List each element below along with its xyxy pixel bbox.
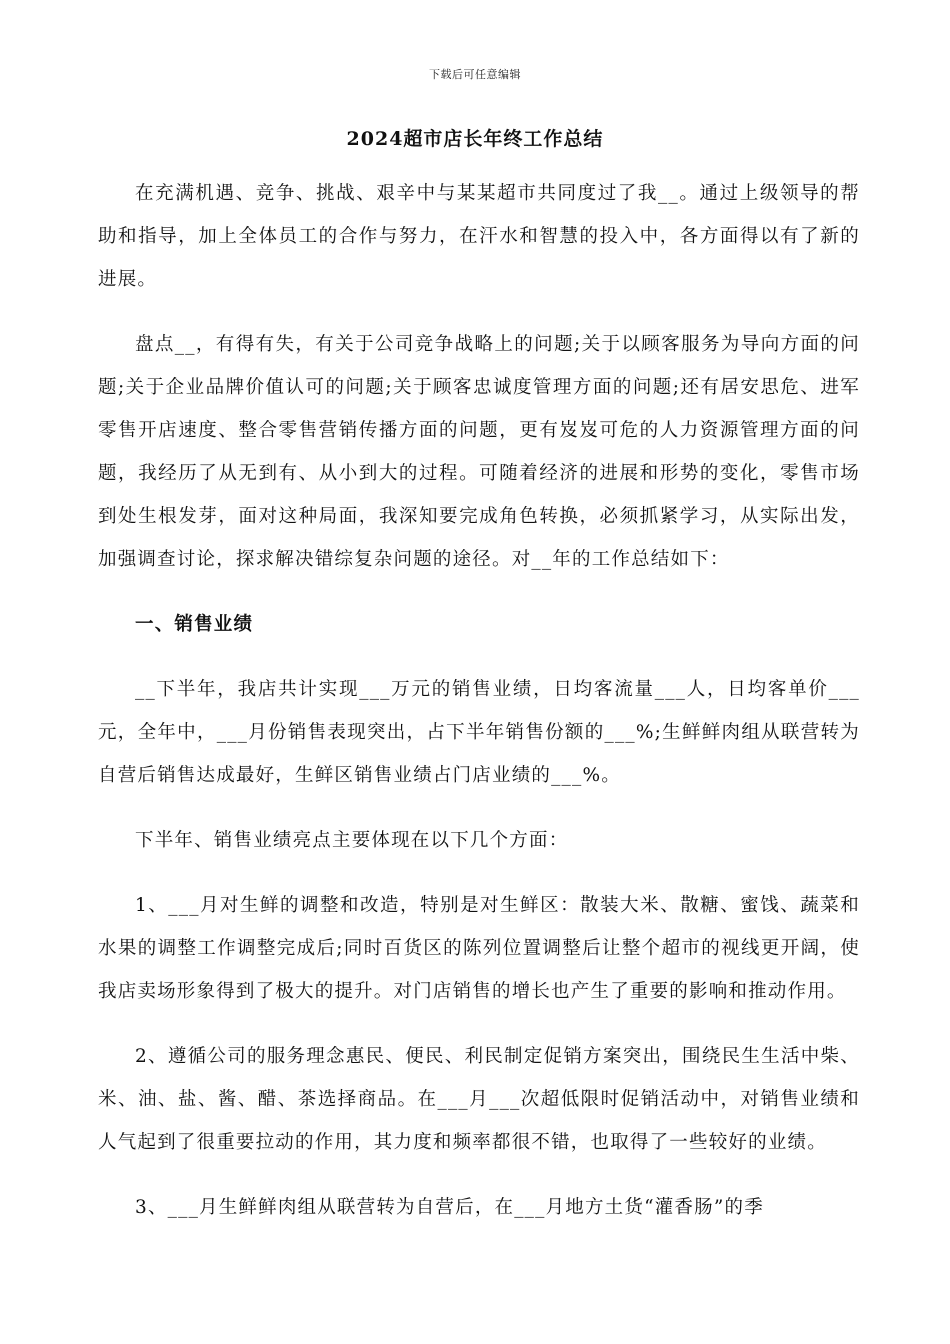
header-note: 下载后可任意编辑 bbox=[429, 68, 521, 81]
highlights-intro-paragraph: 下半年、销售业绩亮点主要体现在以下几个方面： bbox=[135, 830, 569, 851]
highlight-item-2: 2、遵循公司的服务理念惠民、便民、利民制定促销方案突出，围绕民生生活中柴、米、油、盐、酱、醋、茶选择商品。在___月___次超低限时促销活动中，对销售业绩和人气起到了很重要拉动的作用，其力度和频率都很不错，也取得了一些较好的业绩。 bbox=[98, 1046, 860, 1153]
review-paragraph: 盘点__，有得有失，有关于公司竞争战略上的问题;关于以顾客服务为导向方面的问题;关于企业品牌价值认可的问题;关于顾客忠诚度管理方面的问题;还有居安思危、进军零售开店速度、整合零售营销传播方面的问题，更有岌岌可危的人力资源管理方面的问题，我经历了从无到有、从小到大的过程。可随着经济的进展和形势的变化，零售市场到处生根发芽，面对这种局面，我深知要完成角色转换，必须抓紧学习，从实际出发，加强调查讨论，探求解决错综复杂问题的途径。对__年的工作总结如下： bbox=[98, 334, 860, 570]
document-body bbox=[98, 172, 860, 1251]
section-heading-sales: 一、销售业绩 bbox=[135, 614, 254, 635]
document-title: 2024超市店长年终工作总结 bbox=[346, 128, 604, 150]
highlight-item-3: 3、___月生鲜鲜肉组从联营转为自营后，在___月地方土货“灌香肠”的季 bbox=[135, 1197, 764, 1218]
highlight-item-1: 1、___月对生鲜的调整和改造，特别是对生鲜区：散装大米、散糖、蜜饯、蔬菜和水果的调整工作调整完成后;同时百货区的陈列位置调整后让整个超市的视线更开阔，使我店卖场形象得到了极大的提升。对门店销售的增长也产生了重要的影响和推动作用。 bbox=[98, 895, 860, 1002]
sales-summary-paragraph: __下半年，我店共计实现___万元的销售业绩，日均客流量___人，日均客单价___元，全年中，___月份销售表现突出，占下半年销售份额的___%;生鲜鲜肉组从联营转为自营后销售达成最好，生鲜区销售业绩占门店业绩的___%。 bbox=[98, 679, 860, 786]
intro-paragraph: 在充满机遇、竞争、挑战、艰辛中与某某超市共同度过了我__。通过上级领导的帮助和指导，加上全体员工的合作与努力，在汗水和智慧的投入中，各方面得以有了新的进展。 bbox=[98, 183, 860, 290]
